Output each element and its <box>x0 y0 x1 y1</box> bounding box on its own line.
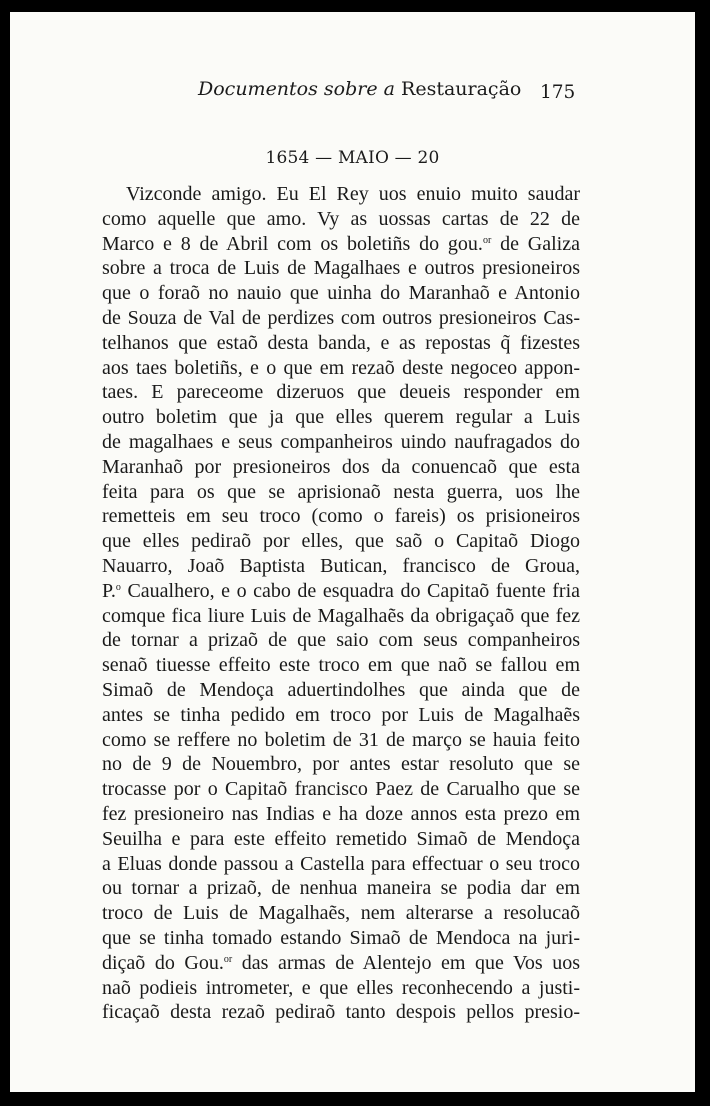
running-title-italic: Documentos sobre a <box>198 78 395 100</box>
running-title <box>198 78 521 100</box>
text-line: feita para os que se aprisionaõ nesta guerra, uos lhe <box>102 480 580 503</box>
text-line: aos taes boletiñs, e o que em rezaõ deste negoceo appon- <box>102 356 580 379</box>
text-line: a Eluas donde passou a Castella para effectuar o seu troco <box>102 852 580 875</box>
text-line: remetteis em seu troco (como o fareis) os prisioneiros <box>102 505 580 528</box>
running-head <box>198 78 569 100</box>
text-line: que se tinha tomado estando Simaõ de Mendoca na juri- <box>102 926 580 949</box>
text-line: de Souza de Val de perdizes com outros presioneiros Cas- <box>102 306 580 329</box>
text-line: naõ podieis intrometer, e que elles reconhecendo a justi- <box>102 976 580 999</box>
text-line: de magalhaes e seus companheiros uindo naufragados do <box>102 430 580 453</box>
text-line: outro boletim que ja que elles querem regular a Luis <box>102 406 580 429</box>
text-line: telhanos que estaõ desta banda, e as repostas q̃ fizestes <box>102 331 580 354</box>
text-line: que o foraõ no nauio que uinha do Maranhaõ e Antonio <box>102 282 580 305</box>
text-line: Simaõ de Mendoça aduertindolhes que ainda que de <box>102 678 580 701</box>
text-line: Marco e 8 de Abril com os boletiñs do gou.$^{or}$ de Galiza <box>102 232 580 255</box>
text-line: Vizconde amigo. Eu El Rey uos enuio muito saudar <box>126 183 580 205</box>
text-line: trocasse por o Capitaõ francisco Paez de Carualho que se <box>102 778 580 801</box>
text-line: P.$^o$ Caualhero, e o cabo de esquadra do Capitaõ fuente fria <box>102 579 580 602</box>
text-line: como se reffere no boletim de 31 de março se hauia feito <box>102 728 580 751</box>
text-line: fez presioneiro nas Indias e ha doze annos esta prezo em <box>102 802 580 825</box>
letter-body <box>102 182 580 1025</box>
document-date-heading: 1654 — MAIO — 20 <box>265 148 440 168</box>
text-line: Maranhaõ por presioneiros dos da conuencaõ que esta <box>102 455 580 478</box>
text-line: Seuilha e para este effeito remetido Simaõ de Mendoça <box>102 827 580 850</box>
text-line: troco de Luis de Magalhaẽs, nem alterarse a resolucaõ <box>102 902 580 925</box>
running-title-upright: Restauração <box>401 78 522 100</box>
text-line: no de 9 de Nouembro, por antes estar resoluto que se <box>102 753 580 776</box>
text-line: taes. E pareceome dizeruos que deueis responder em <box>102 381 580 404</box>
text-line: antes se tinha pedido em troco por Luis de Magalhaẽs <box>102 703 580 726</box>
text-line: ou tornar a prizaõ, de nenhua maneira se podia dar em <box>102 877 580 900</box>
text-line: comque fica liure Luis de Magalhaẽs da obrigaçaõ que fez <box>102 604 580 627</box>
text-line: senaõ tiuesse effeito este troco em que naõ se fallou em <box>102 654 580 677</box>
text-line: como aquelle que amo. Vy as uossas cartas de 22 de <box>102 207 580 230</box>
text-line: de tornar a prizaõ de que saio com seus companheiros <box>102 629 580 652</box>
text-line: diçaõ do Gou.$^{or}$ das armas de Alentejo em que Vos uos <box>102 951 580 974</box>
text-line: que elles pediraõ por elles, que saõ o Capitaõ Diogo <box>102 530 580 553</box>
text-line: Nauarro, Joaõ Baptista Butican, francisco de Groua, <box>102 554 580 577</box>
text-line: sobre a troca de Luis de Magalhaes e outros presioneiros <box>102 257 580 280</box>
book-page <box>10 12 695 1092</box>
text-line: ficaçaõ desta rezaõ pediraõ tanto despois pellos presio- <box>102 1001 580 1024</box>
page-number: 175 <box>540 82 576 103</box>
